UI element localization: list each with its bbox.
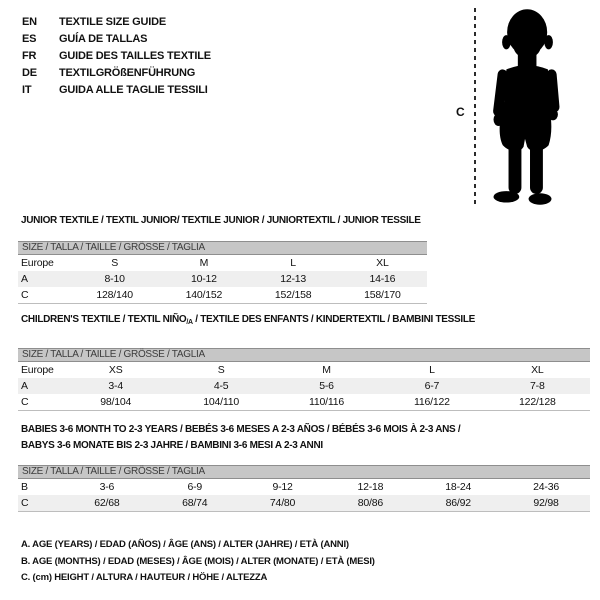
cell-value: 104/110 <box>203 396 239 408</box>
cell-value: 116/122 <box>414 396 450 408</box>
row-label: C <box>21 396 29 408</box>
lang-title: GUÍA DE TALLAS <box>59 32 148 45</box>
row-label: A <box>21 380 28 392</box>
babies-heading-line2: BABYS 3-6 MONATE BIS 2-3 JAHRE / BAMBINI 3-6 MESI A 2-3 ANNI <box>21 440 323 451</box>
children-size-bar: SIZE / TALLA / TAILLE / GRÖSSE / TAGLIA <box>18 348 590 362</box>
cell-value: 5-6 <box>319 380 334 392</box>
language-title-list <box>22 13 211 98</box>
column-header: M <box>199 257 209 269</box>
cell-value: 86/92 <box>445 497 471 509</box>
children-heading-sub: /A <box>186 319 193 326</box>
babies-size-table <box>18 465 590 512</box>
lang-code: FR <box>22 49 37 62</box>
babies-section-heading <box>21 422 460 454</box>
cell-value: 92/98 <box>533 497 559 509</box>
cell-value: 4-5 <box>213 380 229 392</box>
cell-value: 98/104 <box>100 396 132 408</box>
cell-value: 62/68 <box>94 497 120 509</box>
row-label: C <box>21 497 29 509</box>
cell-value: 3-4 <box>108 380 123 392</box>
lang-code: IT <box>22 83 32 96</box>
row-label: C <box>21 289 29 301</box>
lang-code: EN <box>22 15 37 28</box>
column-header: XL <box>531 364 544 376</box>
children-header-row <box>18 362 590 378</box>
column-header: S <box>111 257 119 269</box>
baby-silhouette-icon <box>482 5 568 209</box>
lang-title: TEXTILE SIZE GUIDE <box>59 15 167 28</box>
lang-row-fr <box>22 47 211 64</box>
lang-row-es <box>22 30 211 47</box>
row-label: A <box>21 273 28 285</box>
height-measure-label: C <box>456 105 465 119</box>
cell-value: 9-12 <box>272 481 293 493</box>
children-row-a <box>18 378 590 394</box>
height-measure-dashed-line <box>474 8 476 207</box>
cell-value: 18-24 <box>445 481 472 493</box>
cell-value: 12-18 <box>357 481 384 493</box>
lang-row-it <box>22 81 211 98</box>
lang-title: TEXTILGRÖßENFÜHRUNG <box>59 66 196 79</box>
cell-value: 24-36 <box>533 481 559 493</box>
cell-value: 6-7 <box>424 380 440 392</box>
cell-value: 12-13 <box>280 273 307 285</box>
cell-value: 140/152 <box>185 289 223 301</box>
column-header: M <box>322 364 331 376</box>
lang-code: DE <box>22 66 37 79</box>
cell-value: 158/170 <box>364 289 401 301</box>
column-header: XS <box>108 364 123 376</box>
cell-value: 80/86 <box>357 497 384 509</box>
column-header: XL <box>376 257 389 269</box>
cell-value: 122/128 <box>519 396 556 408</box>
cell-value: 68/74 <box>182 497 208 509</box>
cell-value: 10-12 <box>190 273 217 285</box>
children-row-c <box>18 394 590 411</box>
column-header: S <box>217 364 225 376</box>
column-header: L <box>290 257 296 269</box>
column-header: Europe <box>21 257 54 269</box>
babies-heading-line1: BABIES 3-6 MONTH TO 2-3 YEARS / BEBÉS 3-6 MESES A 2-3 AÑOS / BÉBÉS 3-6 MOIS À 2-3 ANS / <box>21 424 461 435</box>
babies-row-b <box>18 479 590 495</box>
lang-title: GUIDE DES TAILLES TEXTILE <box>59 49 211 62</box>
lang-title: GUIDA ALLE TAGLIE TESSILI <box>59 83 208 96</box>
row-label: B <box>21 481 28 493</box>
babies-size-bar: SIZE / TALLA / TAILLE / GRÖSSE / TAGLIA <box>18 465 590 479</box>
column-header: Europe <box>21 364 54 376</box>
lang-row-en <box>22 13 211 30</box>
junior-row-c <box>18 287 427 304</box>
lang-row-de <box>22 64 211 81</box>
footnote-c: C. (cm) HEIGHT / ALTURA / HAUTEUR / HÖHE / ALTEZZA <box>21 572 268 583</box>
junior-size-table <box>18 241 427 304</box>
junior-header-row <box>18 255 427 271</box>
children-size-table <box>18 348 590 411</box>
lang-code: ES <box>22 32 37 45</box>
cell-value: 7-8 <box>530 380 545 392</box>
cell-value: 74/80 <box>269 497 296 509</box>
children-heading-post: / TEXTILE DES ENFANTS / KINDERTEXTIL / BAMBINI TESSILE <box>192 314 476 325</box>
cell-value: 152/158 <box>274 289 312 301</box>
footnote-a: A. AGE (YEARS) / EDAD (AÑOS) / ÂGE (ANS) / ALTER (JAHRE) / ETÀ (ANNI) <box>21 539 349 550</box>
column-header: L <box>429 364 435 376</box>
cell-value: 128/140 <box>96 289 133 301</box>
cell-value: 6-9 <box>187 481 203 493</box>
babies-row-c <box>18 495 590 512</box>
children-heading-pre: CHILDREN'S TEXTILE / TEXTIL NIÑO <box>21 314 187 325</box>
junior-section-heading: JUNIOR TEXTILE / TEXTIL JUNIOR/ TEXTILE JUNIOR / JUNIORTEXTIL / JUNIOR TESSILE <box>21 215 421 226</box>
junior-row-a <box>18 271 427 287</box>
cell-value: 110/116 <box>309 396 345 408</box>
footnote-b: B. AGE (MONTHS) / EDAD (MESES) / ÂGE (MOIS) / ALTER (MONATE) / ETÀ (MESI) <box>21 555 375 567</box>
junior-size-bar: SIZE / TALLA / TAILLE / GRÖSSE / TAGLIA <box>18 241 427 255</box>
children-section-heading <box>21 314 475 326</box>
cell-value: 3-6 <box>99 481 115 493</box>
cell-value: 14-16 <box>369 273 396 285</box>
footnote-list <box>21 537 375 587</box>
cell-value: 8-10 <box>104 273 125 285</box>
